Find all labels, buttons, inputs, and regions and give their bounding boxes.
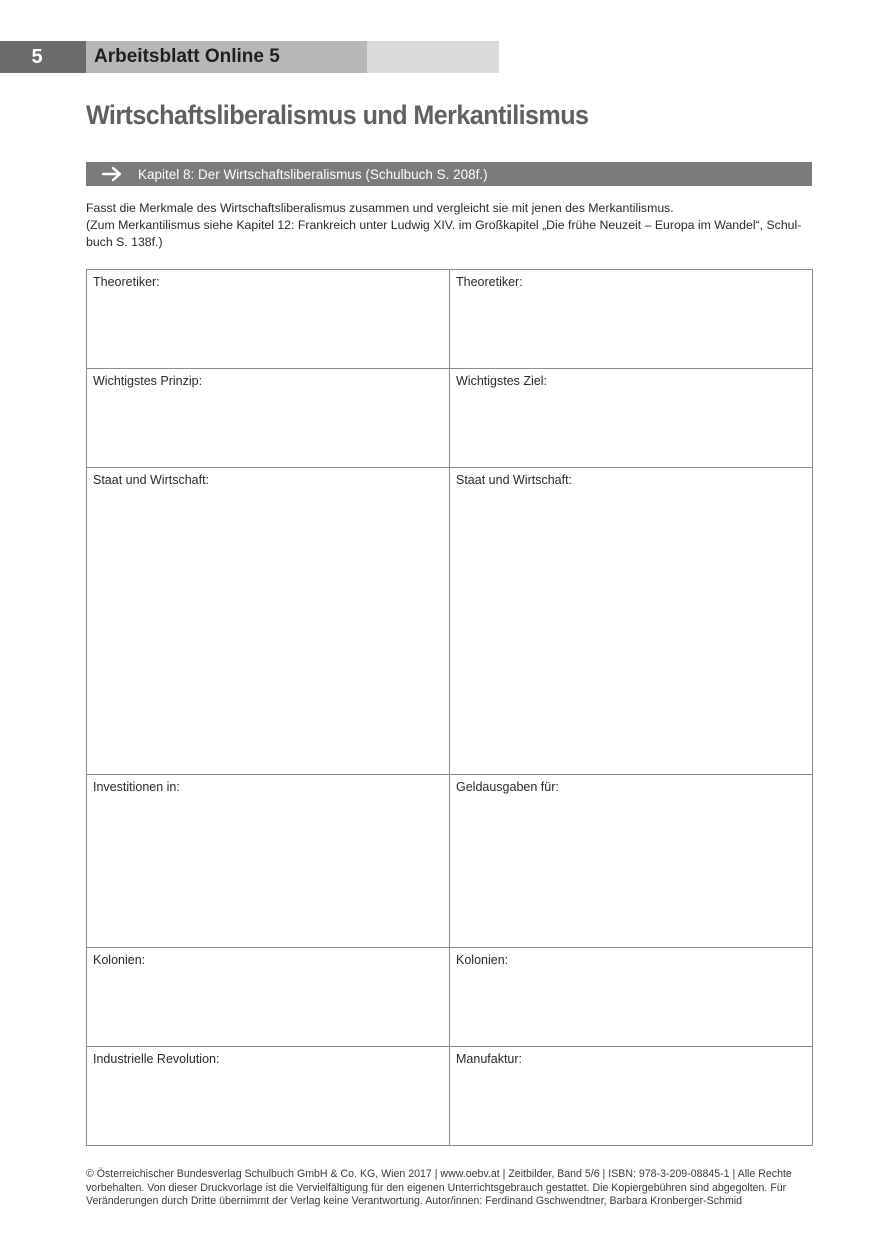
table-cell[interactable]: Investitionen in:: [87, 775, 450, 948]
page-title: Wirtschaftsliberalismus und Merkantilismus: [86, 100, 589, 130]
table-cell[interactable]: Staat und Wirtschaft:: [450, 468, 813, 775]
table-cell[interactable]: Kolonien:: [450, 948, 813, 1047]
instructions: [86, 200, 814, 251]
table-cell[interactable]: Industrielle Revolution:: [87, 1047, 450, 1146]
table-cell[interactable]: Staat und Wirtschaft:: [87, 468, 450, 775]
instruction-line: Fasst die Merkmale des Wirtschaftsliberalismus zusammen und vergleicht sie mit jenen des Merkantilismus.: [86, 201, 674, 215]
footer-line: vorbehalten. Von dieser Druckvorlage ist die Vervielfältigung für den eigenen Unterrichtsgebrauch gestattet. Die Kopiergebühren sind abgegolten. Für: [86, 1181, 787, 1194]
table-row: [87, 948, 813, 1047]
header-decoration: [367, 41, 499, 73]
table-row: [87, 369, 813, 468]
sheet-title: Arbeitsblatt Online 5: [86, 41, 367, 73]
instruction-line: (Zum Merkantilismus siehe Kapitel 12: Frankreich unter Ludwig XIV. im Großkapitel „Die frühe Neuzeit – Europa im Wandel“, Schul-: [86, 218, 802, 232]
table-row: [87, 270, 813, 369]
table-cell[interactable]: Manufaktur:: [450, 1047, 813, 1146]
comparison-table: [86, 269, 813, 1146]
table-cell[interactable]: Geldausgaben für:: [450, 775, 813, 948]
table-row: [87, 1047, 813, 1146]
table-cell[interactable]: Kolonien:: [87, 948, 450, 1047]
chapter-banner: [86, 162, 812, 186]
table-cell[interactable]: Wichtigstes Ziel:: [450, 369, 813, 468]
chapter-label: Kapitel 8: Der Wirtschaftsliberalismus (Schulbuch S. 208f.): [138, 166, 488, 182]
page-number: 5: [0, 41, 86, 73]
table-cell[interactable]: Wichtigstes Prinzip:: [87, 369, 450, 468]
table-row: [87, 775, 813, 948]
table-cell[interactable]: Theoretiker:: [87, 270, 450, 369]
footer-line: © Österreichischer Bundesverlag Schulbuch GmbH & Co. KG, Wien 2017 | www.oebv.at | Zeitbilder, Band 5/6 | ISBN: 978-3-209-08845-1 | Alle Rechte: [86, 1168, 792, 1180]
table-row: [87, 468, 813, 775]
table-cell[interactable]: Theoretiker:: [450, 270, 813, 369]
copyright-footer: [86, 1168, 816, 1209]
arrow-right-icon: [86, 166, 138, 182]
footer-line: Veränderungen durch Dritte übernimmt der Verlag keine Verantwortung. Autor/innen: Ferdinand Gschwendtner, Barbara Kronberger-Schmid: [86, 1195, 743, 1207]
header-bar: [0, 41, 499, 73]
instruction-line: buch S. 138f.): [86, 235, 163, 249]
